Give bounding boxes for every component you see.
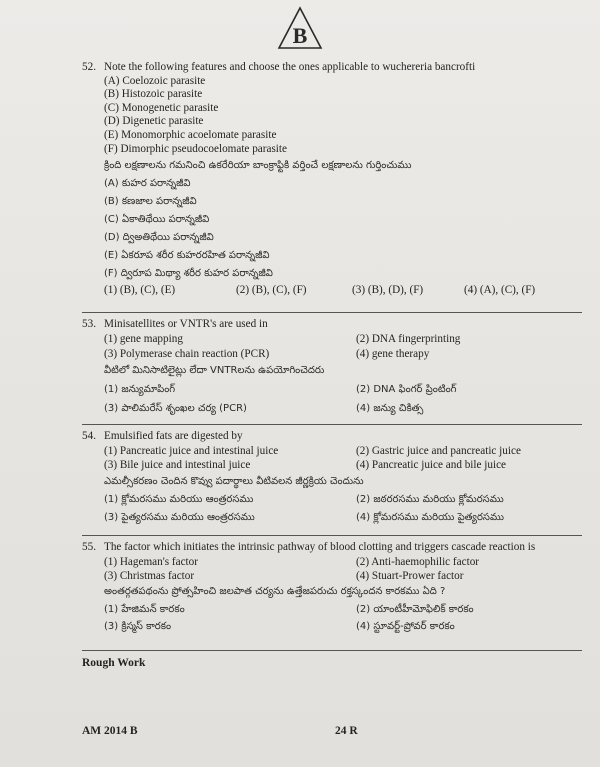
option-te-3: (3) పైత్యరసము మరియు ఆంత్రరసము — [104, 511, 255, 523]
options-en — [104, 444, 572, 473]
question-text-en: Note the following features and choose the ones applicable to wuchereria bancrofti — [104, 61, 476, 73]
question-text-te: క్రింది లక్షణాలను గమనించి ఉకరేరియా బాంక్రాఫ్టికి వర్తించే లక్షణాలను గుర్తించుము — [104, 160, 412, 172]
option-te-1: (1) క్లోమరసము మరియు ఆంత్రరసము — [104, 493, 254, 505]
divider — [82, 650, 582, 651]
feature-e: (E) Monomorphic acoelomate parasite — [104, 128, 277, 141]
question-number: 54. — [82, 430, 96, 442]
option-1: (1) Pancreatic juice and intestinal juice — [104, 444, 279, 457]
rough-work-label: Rough Work — [82, 657, 146, 669]
feature-te-b: (B) కణజాల పరాన్నజీవి — [104, 196, 197, 208]
option-1: (1) Hageman's factor — [104, 555, 198, 568]
question-text-te: ఎమల్సీకరణం చెందిన కొవ్వు పదార్థాలు వీటివలన జీర్ణక్రియ చెందును — [104, 475, 364, 487]
question-text-en: Emulsified fats are digested by — [104, 430, 243, 442]
question-54 — [82, 430, 572, 527]
option-4: (4) Stuart-Prower factor — [356, 569, 464, 582]
feature-te-c: (C) ఏకాతిథేయి పరాన్నజీవి — [104, 214, 210, 226]
answer-choices — [104, 284, 572, 298]
booklet-code-triangle — [277, 6, 323, 50]
option-te-3: (3) పాలిమరేస్ శృంఖల చర్య (PCR) — [104, 402, 247, 414]
answer-option-1: (1) (B), (C), (E) — [104, 284, 176, 297]
answer-option-3: (3) (B), (D), (F) — [352, 284, 424, 297]
feature-c: (C) Monogenetic parasite — [104, 101, 219, 114]
option-te-2: (2) యాంటీహీమోఫిలిక్ కారకం — [356, 603, 474, 615]
feature-d: (D) Digenetic parasite — [104, 115, 204, 128]
option-te-2: (2) DNA ఫింగర్ ప్రింటింగ్ — [356, 383, 457, 395]
booklet-code: B — [292, 23, 308, 48]
option-te-1: (1) జన్యుమాపింగ్ — [104, 383, 176, 395]
footer-exam-code: AM 2014 B — [82, 725, 138, 737]
option-2: (2) Gastric juice and pancreatic juice — [356, 444, 521, 457]
option-te-4: (4) జన్యు చికిత్స — [356, 402, 424, 414]
option-3: (3) Christmas factor — [104, 569, 195, 582]
feature-te-d: (D) ద్విఅతిథేయి పరాన్నజీవి — [104, 232, 214, 244]
option-2: (2) Anti-haemophilic factor — [356, 555, 480, 568]
option-3: (3) Polymerase chain reaction (PCR) — [104, 347, 270, 360]
option-3: (3) Bile juice and intestinal juice — [104, 459, 251, 472]
answer-option-4: (4) (A), (C), (F) — [464, 284, 536, 297]
option-te-4: (4) స్టూవర్ట్-ప్రోవర్ కారకం — [356, 620, 455, 632]
options-te — [104, 601, 572, 635]
question-53 — [82, 318, 572, 418]
option-2: (2) DNA fingerprinting — [356, 332, 461, 345]
options-en — [104, 555, 572, 583]
question-text-en: Minisatellites or VNTR's are used in — [104, 318, 268, 330]
question-52 — [82, 61, 572, 298]
option-1: (1) gene mapping — [104, 332, 183, 345]
feature-te-f: (F) ద్విరూప మిథ్యా శరీర కుహర పరాన్నజీవి — [104, 268, 273, 280]
divider — [82, 535, 582, 536]
feature-te-a: (A) కుహర పరాన్నజీవి — [104, 178, 191, 190]
question-text-te: అంతర్గతపథంను ప్రోత్సహించి జలపాత చర్యను ఉత్తేజపరుచు రక్తస్కందన కారకము ఏది ? — [104, 585, 446, 597]
question-number: 52. — [82, 61, 96, 73]
question-55 — [82, 541, 572, 635]
options-en — [104, 332, 572, 362]
feature-a: (A) Coelozoic parasite — [104, 74, 206, 87]
feature-f: (F) Dimorphic pseudocoelomate parasite — [104, 142, 287, 155]
divider — [82, 312, 582, 313]
feature-list-te — [104, 175, 572, 283]
option-te-3: (3) క్రిస్మస్ కారకం — [104, 620, 172, 632]
divider — [82, 424, 582, 425]
option-te-1: (1) హేజిమన్ కారకం — [104, 603, 185, 615]
footer-page-number: 24 R — [335, 725, 358, 737]
feature-list-en — [104, 75, 572, 157]
option-te-4: (4) క్లోమరసము మరియు పైత్యరసము — [356, 511, 504, 523]
question-number: 53. — [82, 318, 96, 330]
feature-b: (B) Histozoic parasite — [104, 88, 203, 101]
question-text-te: వీటిలో మినిసాటిలైట్లు లేదా VNTRలను ఉపయోగించెదరు — [104, 364, 325, 376]
option-te-2: (2) జఠరరసము మరియు క్లోమరసము — [356, 493, 504, 505]
feature-te-e: (E) ఏకరూప శరీర కుహరరహిత పరాన్నజీవి — [104, 250, 270, 262]
options-te — [104, 380, 572, 418]
question-text-en: The factor which initiates the intrinsic pathway of blood clotting and triggers cascade reaction is — [104, 541, 536, 553]
options-te — [104, 491, 572, 527]
option-4: (4) gene therapy — [356, 347, 430, 360]
option-4: (4) Pancreatic juice and bile juice — [356, 459, 507, 472]
answer-option-2: (2) (B), (C), (F) — [236, 284, 307, 297]
question-number: 55. — [82, 541, 96, 553]
